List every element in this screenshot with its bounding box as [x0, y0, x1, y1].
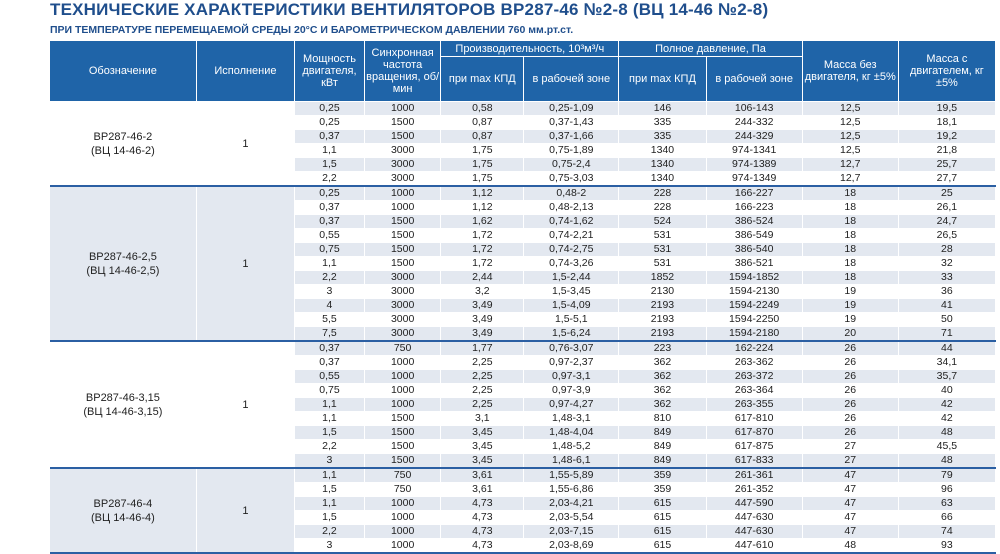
cell-capacity-max-eff: 1,75: [441, 172, 524, 187]
cell-speed: 1000: [364, 356, 440, 370]
cell-mass-with-motor: 35,7: [898, 370, 995, 384]
cell-mass-with-motor: 25,7: [898, 158, 995, 172]
cell-mass-without-motor: 26: [802, 370, 898, 384]
cell-pressure-max-eff: 615: [619, 525, 706, 539]
cell-pressure-work-zone: 166-227: [706, 186, 802, 201]
cell-mass-with-motor: 25: [898, 186, 995, 201]
cell-capacity-max-eff: 4,73: [441, 525, 524, 539]
cell-capacity-work-zone: 1,48-6,1: [524, 454, 619, 469]
cell-power: 0,25: [295, 186, 365, 201]
cell-mass-without-motor: 19: [802, 313, 898, 327]
cell-capacity-work-zone: 1,5-5,1: [524, 313, 619, 327]
cell-mass-without-motor: 12,7: [802, 172, 898, 187]
specs-table: [50, 41, 996, 554]
cell-capacity-max-eff: 0,87: [441, 130, 524, 144]
cell-capacity-max-eff: 4,73: [441, 511, 524, 525]
cell-pressure-work-zone: 244-332: [706, 116, 802, 130]
cell-speed: 750: [364, 483, 440, 497]
cell-pressure-work-zone: 386-549: [706, 229, 802, 243]
cell-pressure-max-eff: 1852: [619, 271, 706, 285]
cell-speed: 3000: [364, 285, 440, 299]
cell-capacity-work-zone: 2,03-8,69: [524, 539, 619, 554]
cell-pressure-work-zone: 386-524: [706, 215, 802, 229]
cell-mass-without-motor: 47: [802, 497, 898, 511]
cell-power: 1,5: [295, 511, 365, 525]
cell-speed: 1000: [364, 201, 440, 215]
col-pressure-work-zone: в рабочей зоне: [706, 57, 802, 102]
table-body: [50, 102, 996, 554]
cell-pressure-max-eff: 335: [619, 116, 706, 130]
table-row: [50, 468, 996, 483]
cell-power: 1,5: [295, 483, 365, 497]
cell-pressure-max-eff: 615: [619, 511, 706, 525]
cell-power: 1,1: [295, 257, 365, 271]
cell-capacity-max-eff: 3,49: [441, 299, 524, 313]
cell-pressure-work-zone: 1594-2249: [706, 299, 802, 313]
cell-capacity-work-zone: 0,97-2,37: [524, 356, 619, 370]
cell-mass-with-motor: 45,5: [898, 440, 995, 454]
cell-pressure-max-eff: 615: [619, 539, 706, 554]
cell-power: 0,55: [295, 229, 365, 243]
cell-mass-without-motor: 26: [802, 412, 898, 426]
cell-speed: 3000: [364, 172, 440, 187]
cell-mass-without-motor: 47: [802, 525, 898, 539]
cell-capacity-work-zone: 2,03-5,54: [524, 511, 619, 525]
col-power: Мощность двигателя, кВт: [295, 41, 365, 102]
group-version: 1: [196, 468, 294, 553]
cell-power: 2,2: [295, 525, 365, 539]
cell-mass-without-motor: 18: [802, 201, 898, 215]
cell-pressure-max-eff: 524: [619, 215, 706, 229]
col-pressure: Полное давление, Па: [619, 41, 802, 57]
cell-pressure-max-eff: 531: [619, 257, 706, 271]
cell-mass-without-motor: 18: [802, 243, 898, 257]
cell-capacity-max-eff: 1,75: [441, 144, 524, 158]
cell-mass-with-motor: 42: [898, 398, 995, 412]
cell-mass-without-motor: 12,5: [802, 144, 898, 158]
col-capacity-work-zone: в рабочей зоне: [524, 57, 619, 102]
cell-speed: 3000: [364, 144, 440, 158]
group-version: 1: [196, 341, 294, 468]
cell-pressure-max-eff: 362: [619, 398, 706, 412]
cell-capacity-max-eff: 3,2: [441, 285, 524, 299]
cell-capacity-max-eff: 1,62: [441, 215, 524, 229]
cell-mass-with-motor: 79: [898, 468, 995, 483]
cell-mass-without-motor: 12,5: [802, 102, 898, 116]
cell-capacity-work-zone: 0,48-2,13: [524, 201, 619, 215]
cell-power: 0,75: [295, 243, 365, 257]
cell-capacity-work-zone: 0,74-3,26: [524, 257, 619, 271]
cell-pressure-work-zone: 263-362: [706, 356, 802, 370]
cell-pressure-max-eff: 615: [619, 497, 706, 511]
cell-capacity-max-eff: 4,73: [441, 497, 524, 511]
cell-speed: 1500: [364, 257, 440, 271]
cell-mass-without-motor: 20: [802, 327, 898, 342]
cell-pressure-work-zone: 617-833: [706, 454, 802, 469]
cell-mass-without-motor: 18: [802, 271, 898, 285]
col-designation: Обозначение: [50, 41, 196, 102]
cell-pressure-work-zone: 1594-1852: [706, 271, 802, 285]
cell-mass-with-motor: 26,1: [898, 201, 995, 215]
cell-pressure-max-eff: 362: [619, 356, 706, 370]
cell-mass-with-motor: 66: [898, 511, 995, 525]
cell-mass-with-motor: 44: [898, 341, 995, 356]
cell-pressure-max-eff: 2193: [619, 313, 706, 327]
cell-pressure-work-zone: 162-224: [706, 341, 802, 356]
col-version: Исполнение: [196, 41, 294, 102]
cell-mass-without-motor: 26: [802, 356, 898, 370]
cell-capacity-work-zone: 2,03-4,21: [524, 497, 619, 511]
cell-pressure-work-zone: 617-875: [706, 440, 802, 454]
cell-speed: 1500: [364, 454, 440, 469]
cell-pressure-max-eff: 362: [619, 370, 706, 384]
cell-speed: 750: [364, 341, 440, 356]
cell-power: 2,2: [295, 271, 365, 285]
col-mass-without-motor: Масса без двигателя, кг ±5%: [802, 41, 898, 102]
cell-speed: 3000: [364, 327, 440, 342]
cell-mass-without-motor: 27: [802, 454, 898, 469]
page-subtitle: ПРИ ТЕМПЕРАТУРЕ ПЕРЕМЕЩАЕМОЙ СРЕДЫ 20°С И БАРОМЕТРИЧЕСКОМ ДАВЛЕНИИ 760 мм.рт.ст.: [50, 24, 574, 36]
cell-capacity-work-zone: 0,74-1,62: [524, 215, 619, 229]
cell-capacity-max-eff: 1,12: [441, 201, 524, 215]
cell-capacity-max-eff: 3,61: [441, 468, 524, 483]
cell-pressure-max-eff: 1340: [619, 144, 706, 158]
cell-mass-with-motor: 33: [898, 271, 995, 285]
cell-capacity-work-zone: 1,48-4,04: [524, 426, 619, 440]
cell-mass-with-motor: 48: [898, 426, 995, 440]
cell-power: 1,1: [295, 497, 365, 511]
cell-power: 0,25: [295, 116, 365, 130]
cell-pressure-max-eff: 146: [619, 102, 706, 116]
cell-pressure-max-eff: 1340: [619, 172, 706, 187]
cell-speed: 1500: [364, 426, 440, 440]
cell-mass-without-motor: 12,5: [802, 116, 898, 130]
group-designation: ВР287-46-2 (ВЦ 14-46-2): [50, 102, 196, 187]
cell-capacity-max-eff: 3,45: [441, 426, 524, 440]
cell-speed: 1500: [364, 412, 440, 426]
group-designation: ВР287-46-2,5 (ВЦ 14-46-2,5): [50, 186, 196, 341]
table-row: [50, 341, 996, 356]
cell-power: 0,37: [295, 341, 365, 356]
cell-pressure-work-zone: 386-521: [706, 257, 802, 271]
cell-speed: 3000: [364, 299, 440, 313]
cell-speed: 750: [364, 468, 440, 483]
cell-power: 1,5: [295, 158, 365, 172]
cell-capacity-work-zone: 0,37-1,43: [524, 116, 619, 130]
cell-capacity-work-zone: 1,48-3,1: [524, 412, 619, 426]
cell-pressure-max-eff: 228: [619, 201, 706, 215]
cell-capacity-work-zone: 1,48-5,2: [524, 440, 619, 454]
cell-mass-with-motor: 63: [898, 497, 995, 511]
cell-capacity-work-zone: 0,25-1,09: [524, 102, 619, 116]
cell-mass-with-motor: 32: [898, 257, 995, 271]
cell-capacity-work-zone: 1,55-5,89: [524, 468, 619, 483]
cell-speed: 1500: [364, 229, 440, 243]
cell-mass-with-motor: 96: [898, 483, 995, 497]
col-mass-with-motor: Масса с двигателем, кг ±5%: [898, 41, 995, 102]
cell-power: 3: [295, 454, 365, 469]
cell-capacity-work-zone: 1,5-2,44: [524, 271, 619, 285]
cell-pressure-max-eff: 362: [619, 384, 706, 398]
cell-mass-with-motor: 48: [898, 454, 995, 469]
cell-pressure-max-eff: 335: [619, 130, 706, 144]
cell-speed: 1000: [364, 384, 440, 398]
cell-power: 3: [295, 285, 365, 299]
cell-mass-without-motor: 26: [802, 341, 898, 356]
cell-mass-without-motor: 26: [802, 384, 898, 398]
cell-mass-with-motor: 50: [898, 313, 995, 327]
cell-power: 7,5: [295, 327, 365, 342]
cell-capacity-max-eff: 2,25: [441, 356, 524, 370]
cell-pressure-max-eff: 849: [619, 454, 706, 469]
cell-capacity-max-eff: 2,25: [441, 398, 524, 412]
cell-mass-with-motor: 93: [898, 539, 995, 554]
cell-pressure-max-eff: 849: [619, 426, 706, 440]
cell-capacity-max-eff: 1,75: [441, 158, 524, 172]
cell-power: 0,37: [295, 356, 365, 370]
cell-mass-with-motor: 18,1: [898, 116, 995, 130]
cell-pressure-work-zone: 974-1341: [706, 144, 802, 158]
cell-mass-with-motor: 41: [898, 299, 995, 313]
cell-capacity-work-zone: 0,37-1,66: [524, 130, 619, 144]
cell-mass-without-motor: 48: [802, 539, 898, 554]
cell-pressure-work-zone: 1594-2250: [706, 313, 802, 327]
cell-pressure-work-zone: 263-355: [706, 398, 802, 412]
cell-power: 1,1: [295, 144, 365, 158]
cell-mass-without-motor: 47: [802, 483, 898, 497]
group-designation: ВР287-46-4 (ВЦ 14-46-4): [50, 468, 196, 553]
col-pressure-max-eff: при max КПД: [619, 57, 706, 102]
cell-capacity-work-zone: 0,76-3,07: [524, 341, 619, 356]
cell-pressure-max-eff: 359: [619, 468, 706, 483]
cell-capacity-max-eff: 3,1: [441, 412, 524, 426]
col-capacity-max-eff: при max КПД: [441, 57, 524, 102]
cell-mass-with-motor: 36: [898, 285, 995, 299]
cell-capacity-max-eff: 1,72: [441, 229, 524, 243]
cell-pressure-work-zone: 974-1389: [706, 158, 802, 172]
cell-speed: 1000: [364, 102, 440, 116]
cell-speed: 1500: [364, 440, 440, 454]
cell-mass-without-motor: 18: [802, 257, 898, 271]
cell-speed: 3000: [364, 271, 440, 285]
cell-mass-with-motor: 27,7: [898, 172, 995, 187]
cell-speed: 1500: [364, 215, 440, 229]
cell-capacity-work-zone: 0,97-4,27: [524, 398, 619, 412]
cell-pressure-work-zone: 617-870: [706, 426, 802, 440]
cell-capacity-work-zone: 1,5-3,45: [524, 285, 619, 299]
cell-power: 2,2: [295, 172, 365, 187]
cell-power: 0,25: [295, 102, 365, 116]
cell-capacity-work-zone: 1,5-6,24: [524, 327, 619, 342]
cell-pressure-max-eff: 531: [619, 243, 706, 257]
cell-mass-without-motor: 19: [802, 285, 898, 299]
cell-mass-without-motor: 19: [802, 299, 898, 313]
cell-speed: 1000: [364, 398, 440, 412]
cell-speed: 1500: [364, 243, 440, 257]
cell-mass-without-motor: 26: [802, 426, 898, 440]
cell-speed: 1000: [364, 525, 440, 539]
cell-mass-with-motor: 71: [898, 327, 995, 342]
cell-mass-with-motor: 19,2: [898, 130, 995, 144]
cell-capacity-work-zone: 0,48-2: [524, 186, 619, 201]
cell-power: 0,37: [295, 201, 365, 215]
cell-pressure-work-zone: 1594-2180: [706, 327, 802, 342]
cell-mass-without-motor: 18: [802, 229, 898, 243]
cell-pressure-work-zone: 447-630: [706, 525, 802, 539]
cell-capacity-max-eff: 4,73: [441, 539, 524, 554]
col-speed: Синхронная частота вращения, об/мин: [364, 41, 440, 102]
cell-pressure-work-zone: 974-1349: [706, 172, 802, 187]
cell-speed: 1000: [364, 511, 440, 525]
cell-capacity-work-zone: 1,55-6,86: [524, 483, 619, 497]
group-designation: ВР287-46-3,15 (ВЦ 14-46-3,15): [50, 341, 196, 468]
cell-capacity-max-eff: 1,72: [441, 257, 524, 271]
cell-capacity-work-zone: 2,03-7,15: [524, 525, 619, 539]
group-version: 1: [196, 186, 294, 341]
cell-pressure-work-zone: 447-630: [706, 511, 802, 525]
cell-capacity-max-eff: 1,72: [441, 243, 524, 257]
cell-speed: 1000: [364, 186, 440, 201]
cell-mass-with-motor: 24,7: [898, 215, 995, 229]
cell-mass-without-motor: 26: [802, 398, 898, 412]
cell-power: 0,75: [295, 384, 365, 398]
cell-pressure-work-zone: 617-810: [706, 412, 802, 426]
cell-power: 1,1: [295, 468, 365, 483]
cell-pressure-max-eff: 849: [619, 440, 706, 454]
cell-capacity-max-eff: 1,77: [441, 341, 524, 356]
cell-capacity-work-zone: 0,74-2,21: [524, 229, 619, 243]
cell-pressure-work-zone: 1594-2130: [706, 285, 802, 299]
cell-capacity-work-zone: 1,5-4,09: [524, 299, 619, 313]
cell-capacity-max-eff: 0,58: [441, 102, 524, 116]
cell-speed: 1000: [364, 539, 440, 554]
cell-pressure-work-zone: 447-610: [706, 539, 802, 554]
cell-pressure-work-zone: 263-364: [706, 384, 802, 398]
cell-power: 1,1: [295, 398, 365, 412]
cell-mass-with-motor: 26,5: [898, 229, 995, 243]
table-row: [50, 102, 996, 116]
cell-pressure-work-zone: 386-540: [706, 243, 802, 257]
cell-mass-with-motor: 34,1: [898, 356, 995, 370]
cell-speed: 1000: [364, 497, 440, 511]
cell-pressure-max-eff: 223: [619, 341, 706, 356]
cell-mass-with-motor: 42: [898, 412, 995, 426]
cell-mass-with-motor: 21,8: [898, 144, 995, 158]
cell-power: 3: [295, 539, 365, 554]
cell-capacity-work-zone: 0,75-3,03: [524, 172, 619, 187]
cell-capacity-max-eff: 0,87: [441, 116, 524, 130]
cell-mass-with-motor: 40: [898, 384, 995, 398]
cell-power: 0,37: [295, 130, 365, 144]
cell-capacity-max-eff: 3,49: [441, 313, 524, 327]
cell-capacity-work-zone: 0,75-1,89: [524, 144, 619, 158]
cell-capacity-max-eff: 3,45: [441, 440, 524, 454]
cell-pressure-max-eff: 1340: [619, 158, 706, 172]
cell-pressure-work-zone: 263-372: [706, 370, 802, 384]
cell-capacity-max-eff: 1,12: [441, 186, 524, 201]
cell-speed: 3000: [364, 158, 440, 172]
cell-pressure-work-zone: 261-361: [706, 468, 802, 483]
cell-capacity-max-eff: 3,61: [441, 483, 524, 497]
cell-pressure-max-eff: 810: [619, 412, 706, 426]
cell-pressure-max-eff: 531: [619, 229, 706, 243]
cell-pressure-work-zone: 447-590: [706, 497, 802, 511]
group-version: 1: [196, 102, 294, 187]
cell-pressure-work-zone: 166-223: [706, 201, 802, 215]
cell-capacity-work-zone: 0,97-3,1: [524, 370, 619, 384]
cell-mass-without-motor: 47: [802, 468, 898, 483]
cell-pressure-work-zone: 261-352: [706, 483, 802, 497]
cell-pressure-max-eff: 2130: [619, 285, 706, 299]
cell-mass-without-motor: 18: [802, 186, 898, 201]
col-capacity: Производительность, 10³м³/ч: [441, 41, 619, 57]
cell-capacity-max-eff: 3,45: [441, 454, 524, 469]
cell-pressure-max-eff: 228: [619, 186, 706, 201]
cell-mass-with-motor: 19,5: [898, 102, 995, 116]
cell-power: 0,55: [295, 370, 365, 384]
cell-speed: 1000: [364, 370, 440, 384]
table-row: [50, 186, 996, 201]
cell-speed: 1500: [364, 116, 440, 130]
cell-capacity-max-eff: 2,25: [441, 384, 524, 398]
cell-speed: 3000: [364, 313, 440, 327]
cell-power: 1,5: [295, 426, 365, 440]
cell-power: 1,1: [295, 412, 365, 426]
cell-mass-without-motor: 27: [802, 440, 898, 454]
table-header: [50, 41, 996, 102]
cell-speed: 1500: [364, 130, 440, 144]
cell-capacity-work-zone: 0,74-2,75: [524, 243, 619, 257]
cell-mass-without-motor: 12,5: [802, 130, 898, 144]
page-title: ТЕХНИЧЕСКИЕ ХАРАКТЕРИСТИКИ ВЕНТИЛЯТОРОВ ВР287-46 №2-8 (ВЦ 14-46 №2-8): [50, 0, 769, 19]
cell-mass-without-motor: 18: [802, 215, 898, 229]
cell-power: 4: [295, 299, 365, 313]
cell-pressure-max-eff: 2193: [619, 327, 706, 342]
cell-pressure-max-eff: 2193: [619, 299, 706, 313]
cell-capacity-max-eff: 2,25: [441, 370, 524, 384]
cell-pressure-work-zone: 106-143: [706, 102, 802, 116]
cell-mass-with-motor: 28: [898, 243, 995, 257]
cell-mass-without-motor: 12,7: [802, 158, 898, 172]
cell-capacity-work-zone: 0,97-3,9: [524, 384, 619, 398]
cell-mass-without-motor: 47: [802, 511, 898, 525]
cell-power: 2,2: [295, 440, 365, 454]
cell-mass-with-motor: 74: [898, 525, 995, 539]
cell-capacity-max-eff: 3,49: [441, 327, 524, 342]
cell-pressure-max-eff: 359: [619, 483, 706, 497]
cell-capacity-work-zone: 0,75-2,4: [524, 158, 619, 172]
cell-power: 0,37: [295, 215, 365, 229]
cell-capacity-max-eff: 2,44: [441, 271, 524, 285]
cell-pressure-work-zone: 244-329: [706, 130, 802, 144]
cell-power: 5,5: [295, 313, 365, 327]
